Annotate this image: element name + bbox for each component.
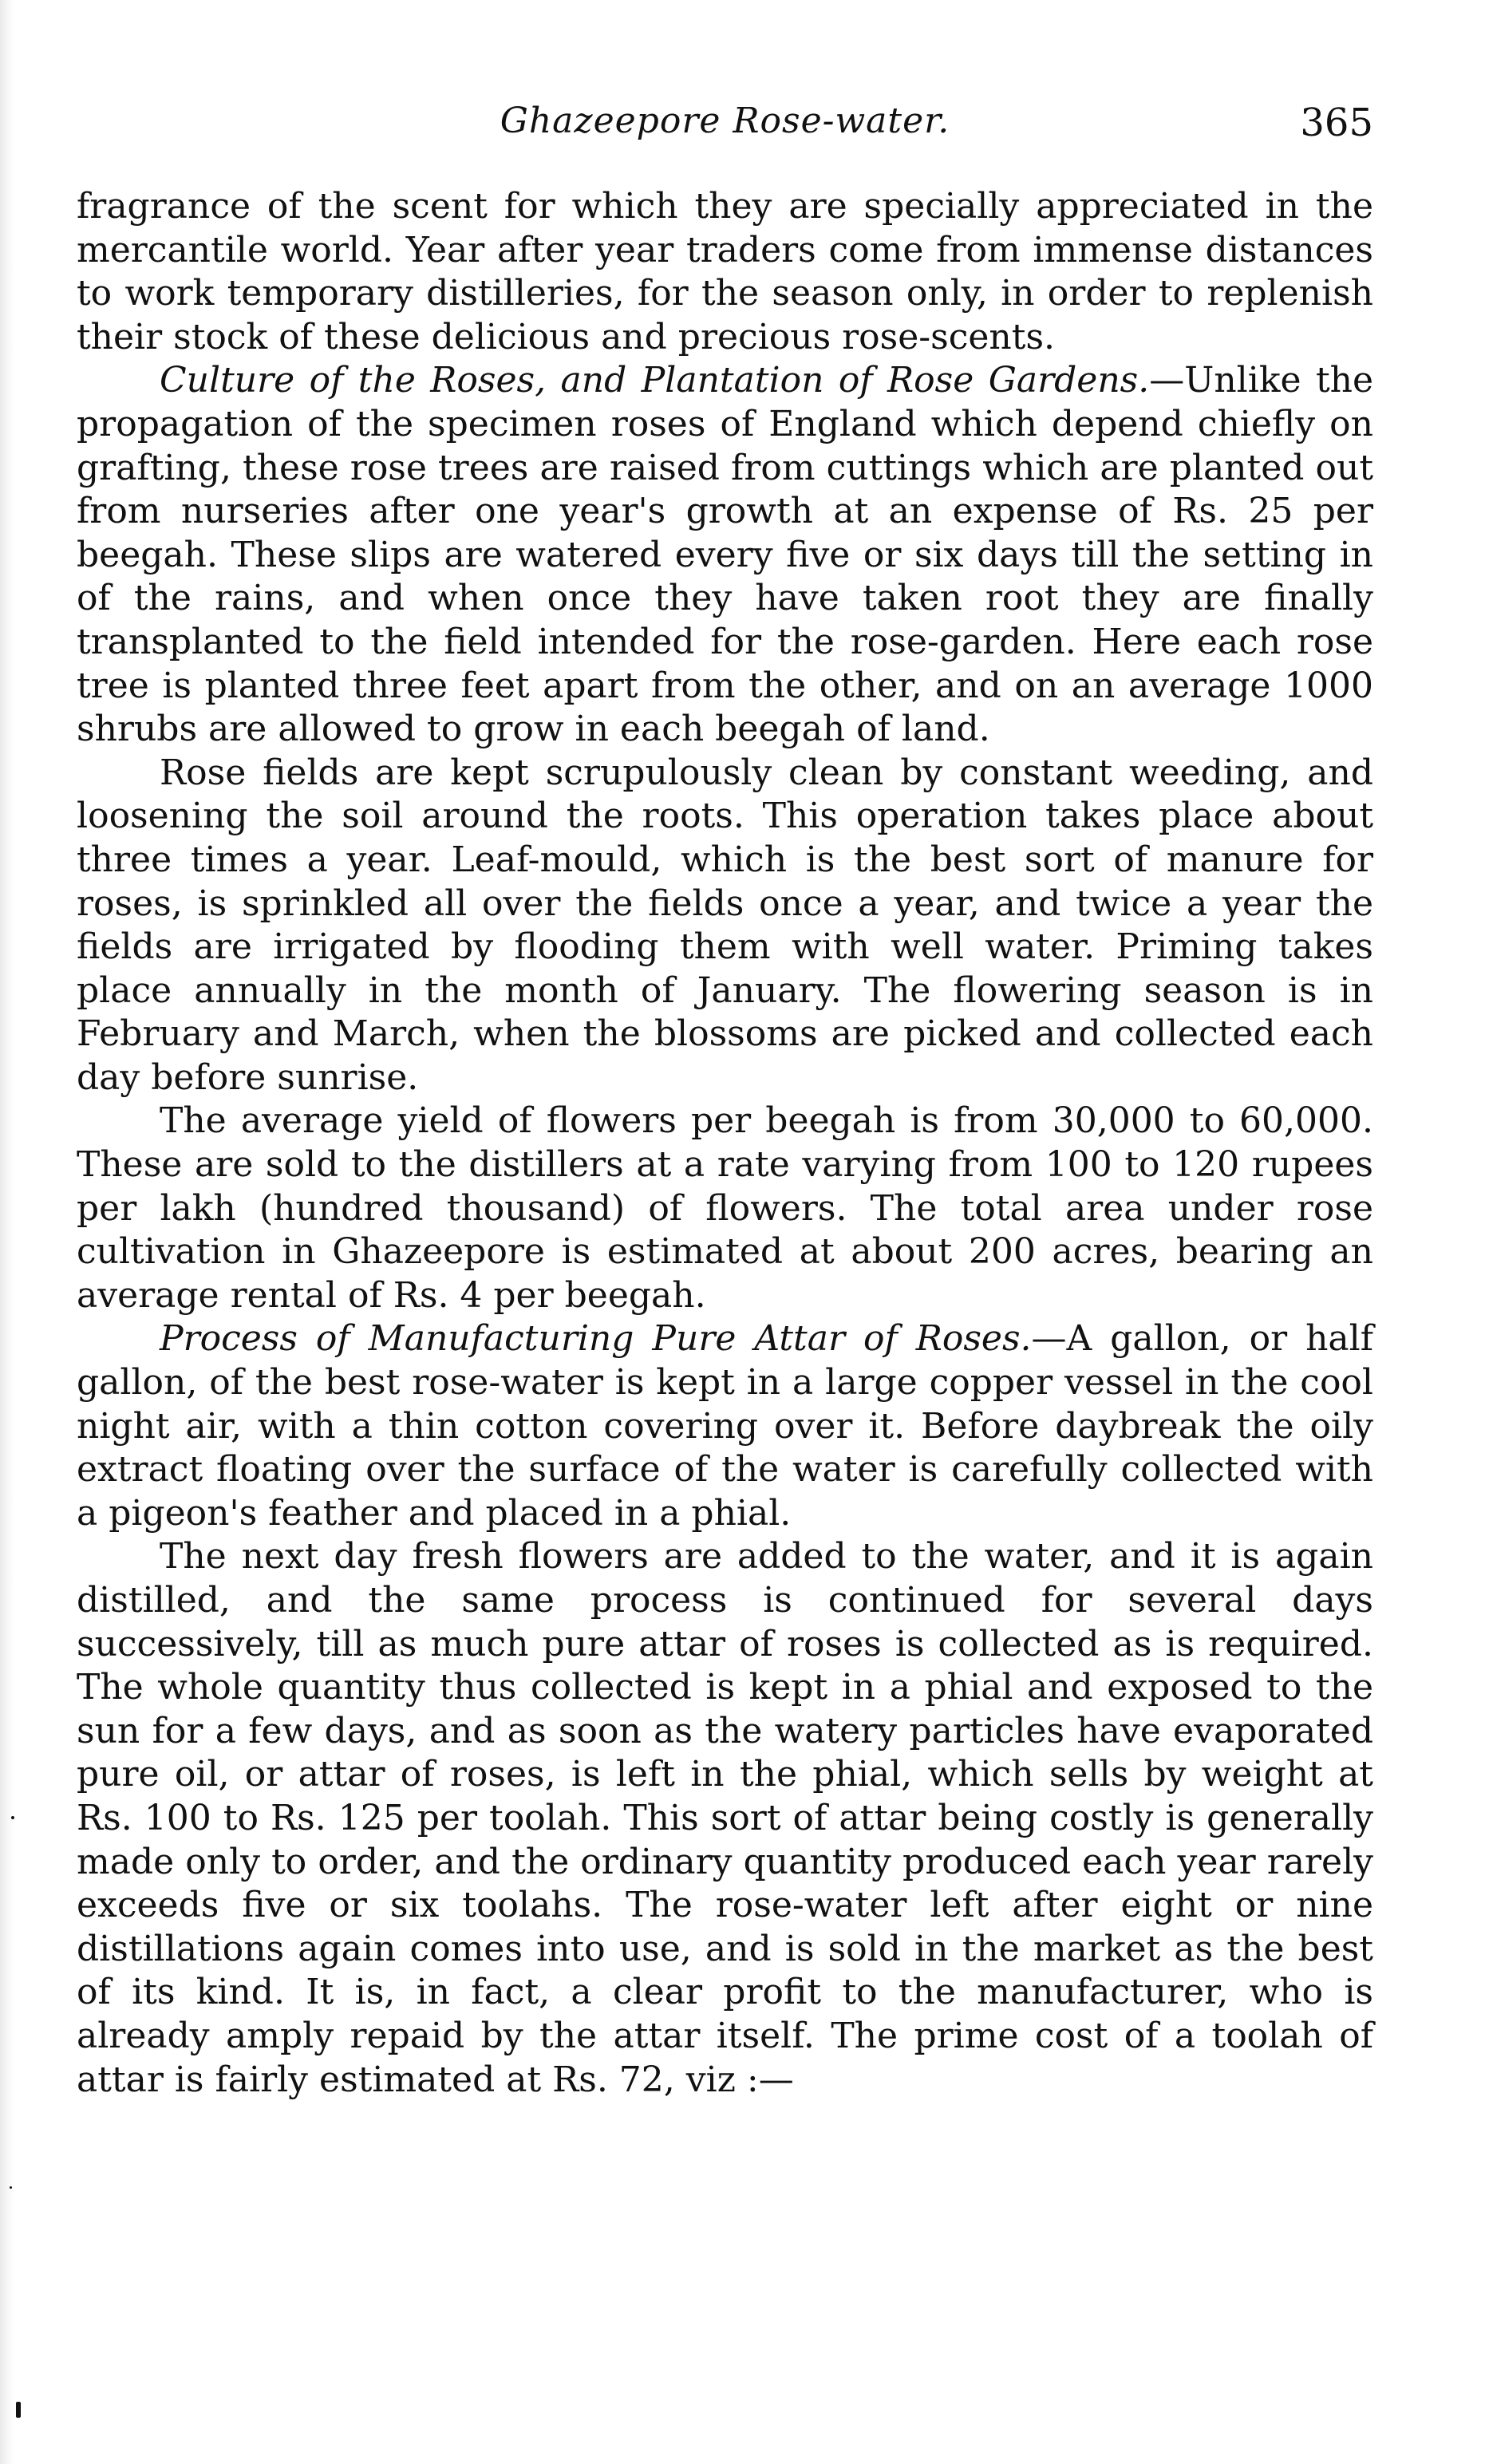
paragraph [77, 1317, 1373, 1535]
paragraph [77, 359, 1373, 751]
ink-speck [11, 1816, 14, 1819]
page-number: 365 [1300, 101, 1373, 145]
ink-speck [10, 2186, 12, 2189]
running-title: Ghazeepore Rose-water. [500, 101, 950, 141]
body-text [77, 185, 1373, 2102]
paragraph-text: Rose fields are kept scrupulously clean by constant weeding, and loosening the soil around the roots. This operation takes place about three times a year. Leaf-mould, which is the best sort of manure for roses, is sprinkled all over the fields once a year, and twice a year the fields are irrigated by flooding them with well water. Priming takes place annually in the month of January. The flowering season is in February and March, when the blossoms are picked and collected each day before sunrise. [77, 752, 1373, 1098]
paragraph [77, 1535, 1373, 2102]
section-heading: Culture of the Roses, and Plantation of Rose Gardens. [160, 360, 1150, 401]
paragraph-text: —Unlike the propagation of the specimen roses of England which depend chiefly on grafting, these rose trees are raised from cuttings which are planted out from nurseries after one year's growth at an expense of Rs. 25 per beegah. These slips are watered every five or six days till the setting in of the rains, and when once they have taken root they are finally transplanted to the field intended for the rose-garden. Here each rose tree is planted three feet apart from the other, and on an average 1000 shrubs are allowed to grow in each beegah of land. [77, 360, 1374, 750]
ink-speck [16, 2402, 21, 2418]
page-header [77, 97, 1373, 153]
paragraph [77, 185, 1373, 359]
paragraph-text: The average yield of flowers per beegah is from 30,000 to 60,000. These are sold to the distillers at a rate varying from 100 to 120 rupees per lakh (hundred thousand) of flowers. The total area under rose cultivation in Ghazeepore is estimated at about 200 acres, bearing an average rental of Rs. 4 per beegah. [77, 1100, 1373, 1316]
section-heading: Process of Manufacturing Pure Attar of Roses. [160, 1318, 1032, 1360]
paragraph-text: fragrance of the scent for which they are specially appreciated in the mercantile world. Year after year traders come from immense distances to work temporary distilleries, for the season only, in order to replenish their stock of these delicious and precious rose-scents. [77, 186, 1373, 357]
paragraph [77, 1100, 1373, 1317]
paragraph [77, 752, 1373, 1100]
page-binding-edge [0, 0, 14, 2464]
paragraph-text: The next day fresh flowers are added to the water, and it is again distilled, and the same process is continued for several days successively, till as much pure attar of roses is collected as is required. The whole quantity thus collected is kept in a phial and exposed to the sun for a few days, and as soon as the watery particles have evaporated pure oil, or attar of roses, is left in the phial, which sells by weight at Rs. 100 to Rs. 125 per toolah. This sort of attar being costly is generally made only to order, and the ordinary quantity produced each year rarely exceeds five or six toolahs. The rose-water left after eight or nine distillations again comes into use, and is sold in the market as the best of its kind. It is, in fact, a clear profit to the manufacturer, who is already amply repaid by the attar itself. The prime cost of a toolah of attar is fairly estimated at Rs. 72, viz :— [77, 1536, 1373, 2100]
paragraph-text: —A gallon, or half gallon, of the best rose-water is kept in a large copper vessel in the cool night air, with a thin cotton covering over it. Before daybreak the oily extract floating over the surface of the water is carefully collected with a pigeon's feather and placed in a phial. [77, 1318, 1373, 1534]
